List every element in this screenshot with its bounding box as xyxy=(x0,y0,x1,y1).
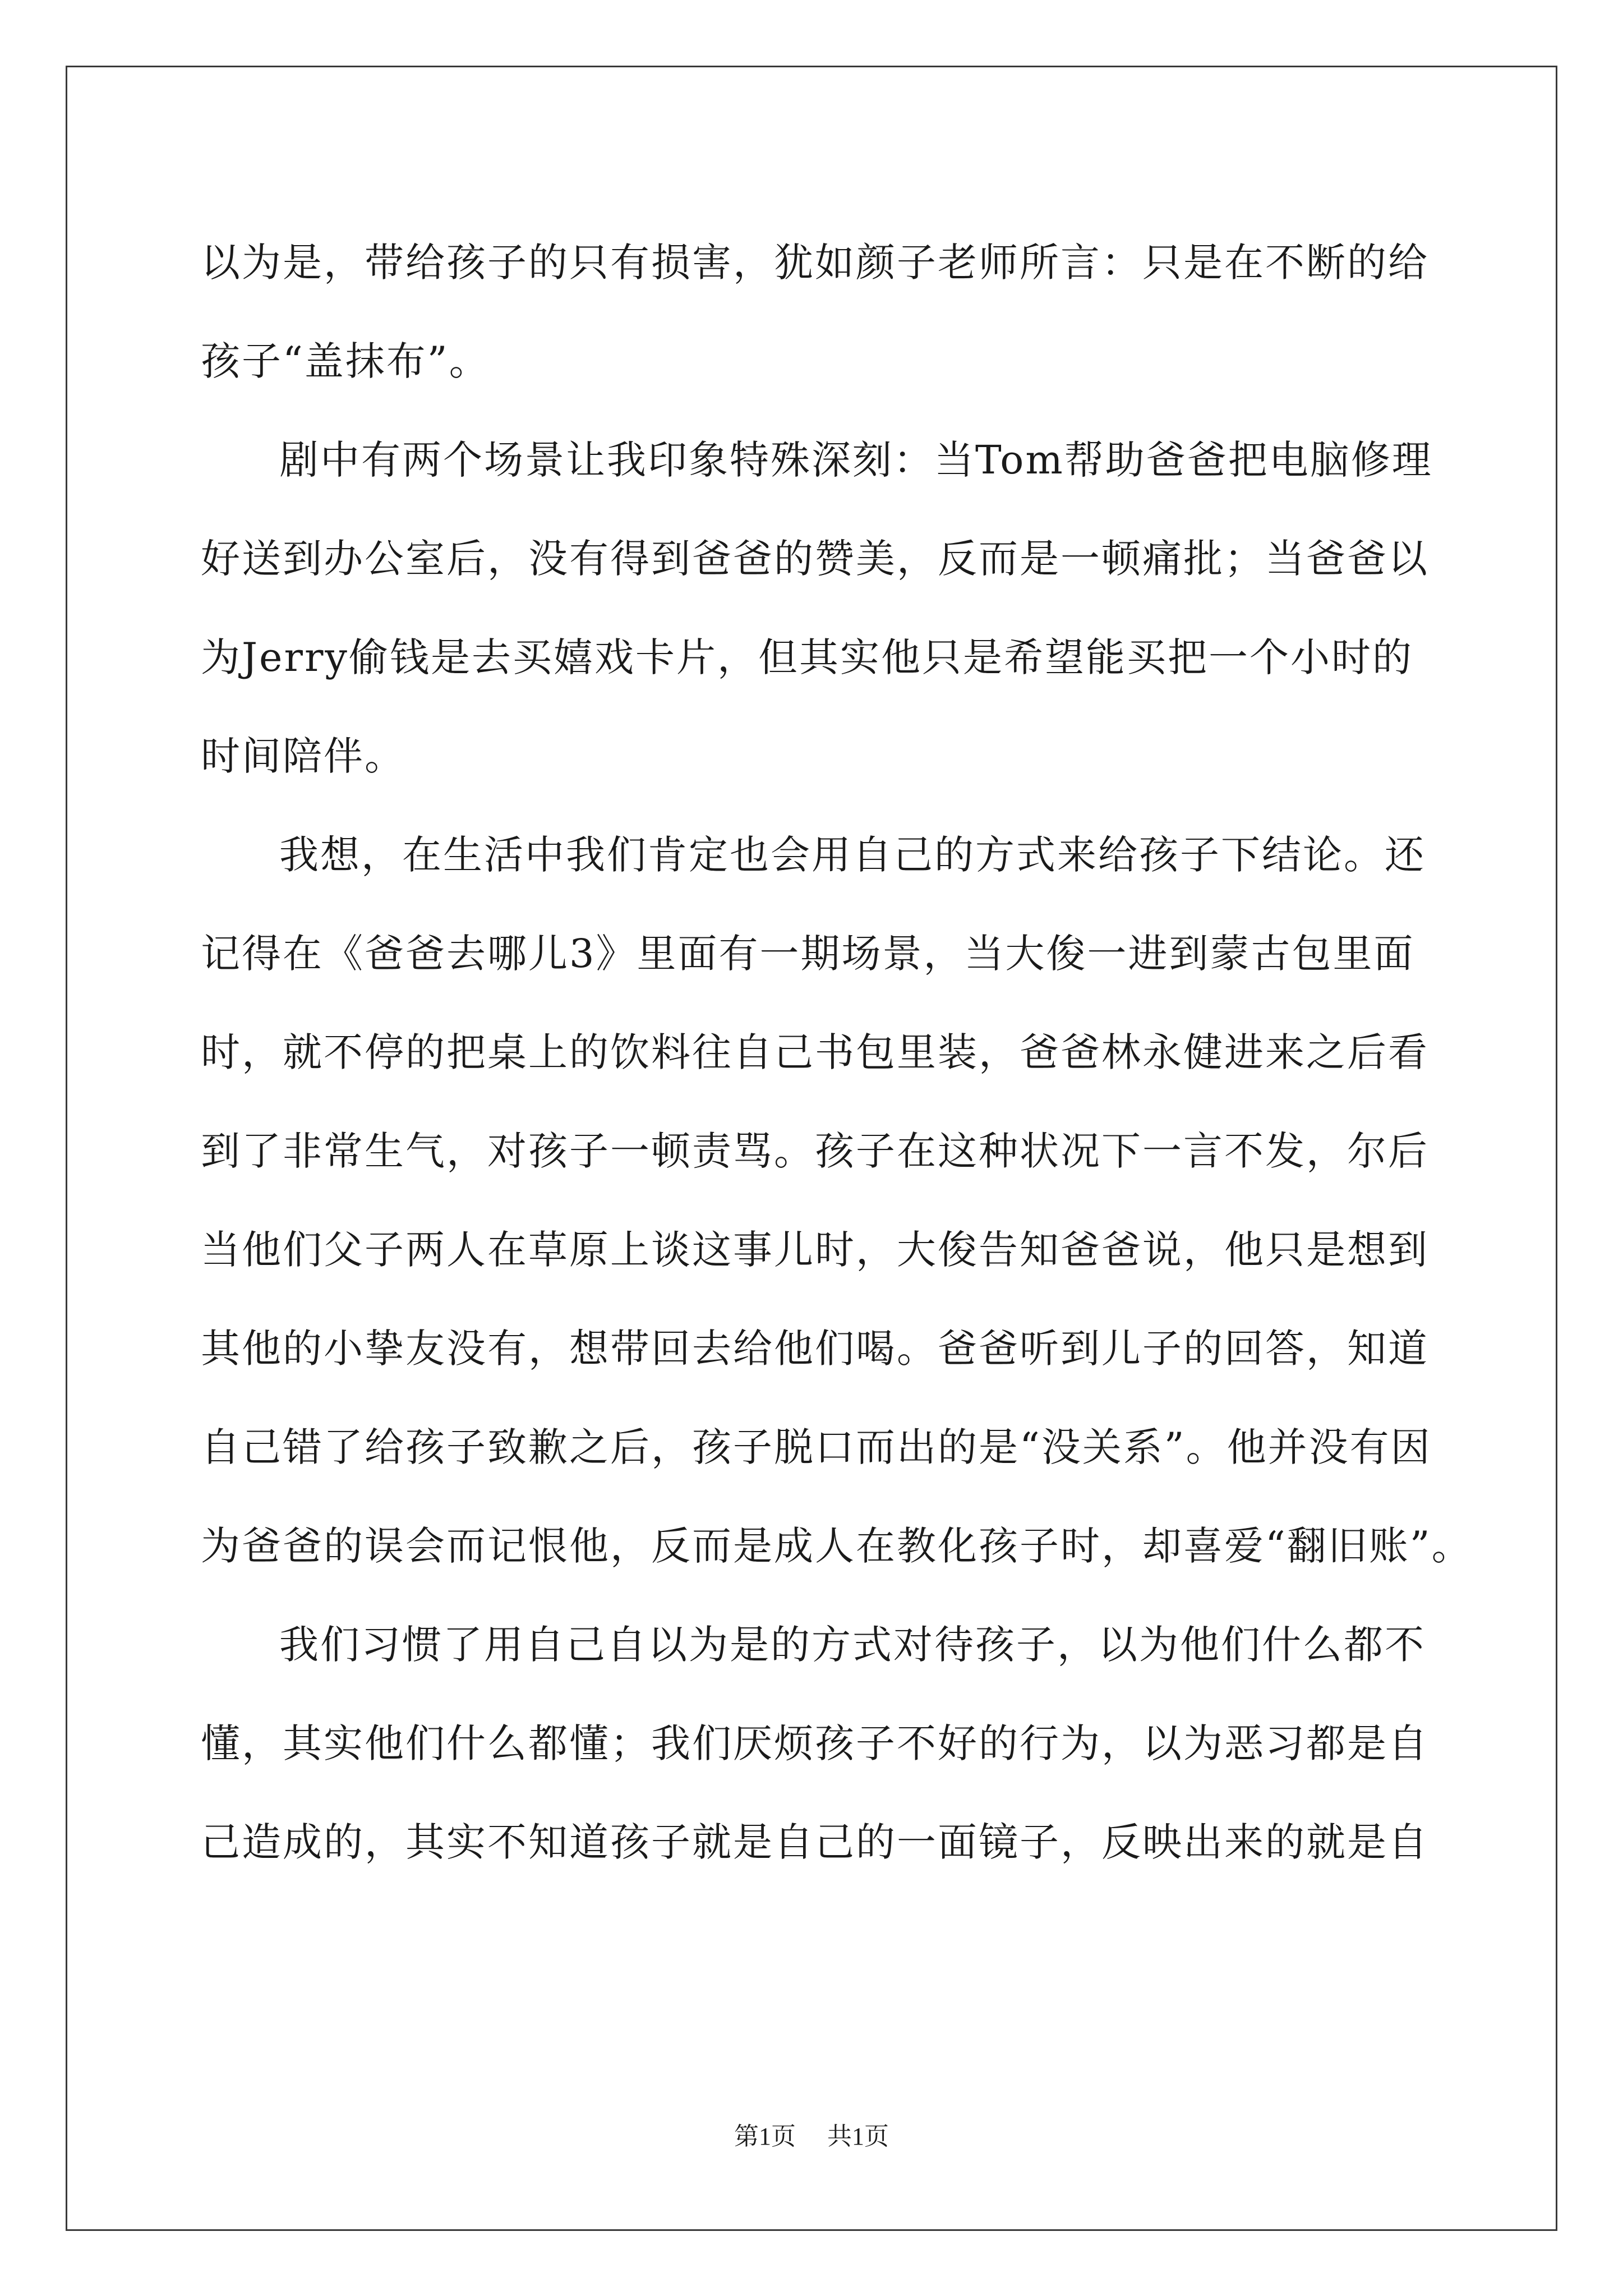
text-line: 当他们父子两人在草原上谈这事儿时，大俊告知爸爸说，他只是想到 xyxy=(201,1227,1429,1273)
paragraph-start-line: 剧中有两个场景让我印象特殊深刻：当Tom帮助爸爸把电脑修理 xyxy=(279,437,1433,483)
text-line: 为Jerry偷钱是去买嬉戏卡片，但其实他只是希望能买把一个小时的 xyxy=(201,634,1413,680)
text-line: 孩子“盖抹布”。 xyxy=(201,338,490,384)
text-line: 为爸爸的误会而记恨他，反而是成人在教化孩子时，却喜爱“翻旧账”。 xyxy=(201,1523,1473,1569)
text-line: 以为是，带给孩子的只有损害，犹如颜子老师所言：只是在不断的给 xyxy=(201,240,1429,286)
text-line: 时间陪伴。 xyxy=(201,733,405,779)
text-line: 记得在《爸爸去哪儿3》里面有一期场景，当大俊一进到蒙古包里面 xyxy=(201,931,1415,977)
text-line: 自己错了给孩子致歉之后，孩子脱口而出的是“没关系”。他并没有因 xyxy=(201,1424,1432,1470)
text-line: 到了非常生气，对孩子一顿责骂。孩子在这种状况下一言不发，尔后 xyxy=(201,1128,1429,1174)
paragraph-start-line: 我们习惯了用自己自以为是的方式对待孩子，以为他们什么都不 xyxy=(279,1622,1426,1668)
page-number: 第1页 xyxy=(734,2123,796,2150)
text-line: 好送到办公室后，没有得到爸爸的赞美，反而是一顿痛批；当爸爸以 xyxy=(201,536,1429,582)
page-footer xyxy=(0,2116,1623,2152)
page-total: 共1页 xyxy=(827,2123,889,2150)
text-line: 时，就不停的把桌上的饮料往自己书包里装，爸爸林永健进来之后看 xyxy=(201,1029,1429,1075)
text-line: 己造成的，其实不知道孩子就是自己的一面镜子，反映出来的就是自 xyxy=(201,1819,1429,1865)
text-line: 其他的小挚友没有，想带回去给他们喝。爸爸听到儿子的回答，知道 xyxy=(201,1326,1429,1372)
paragraph-start-line: 我想，在生活中我们肯定也会用自己的方式来给孩子下结论。还 xyxy=(279,832,1426,878)
body-text xyxy=(201,213,1473,1892)
text-line: 懂，其实他们什么都懂；我们厌烦孩子不好的行为，以为恶习都是自 xyxy=(201,1720,1429,1766)
